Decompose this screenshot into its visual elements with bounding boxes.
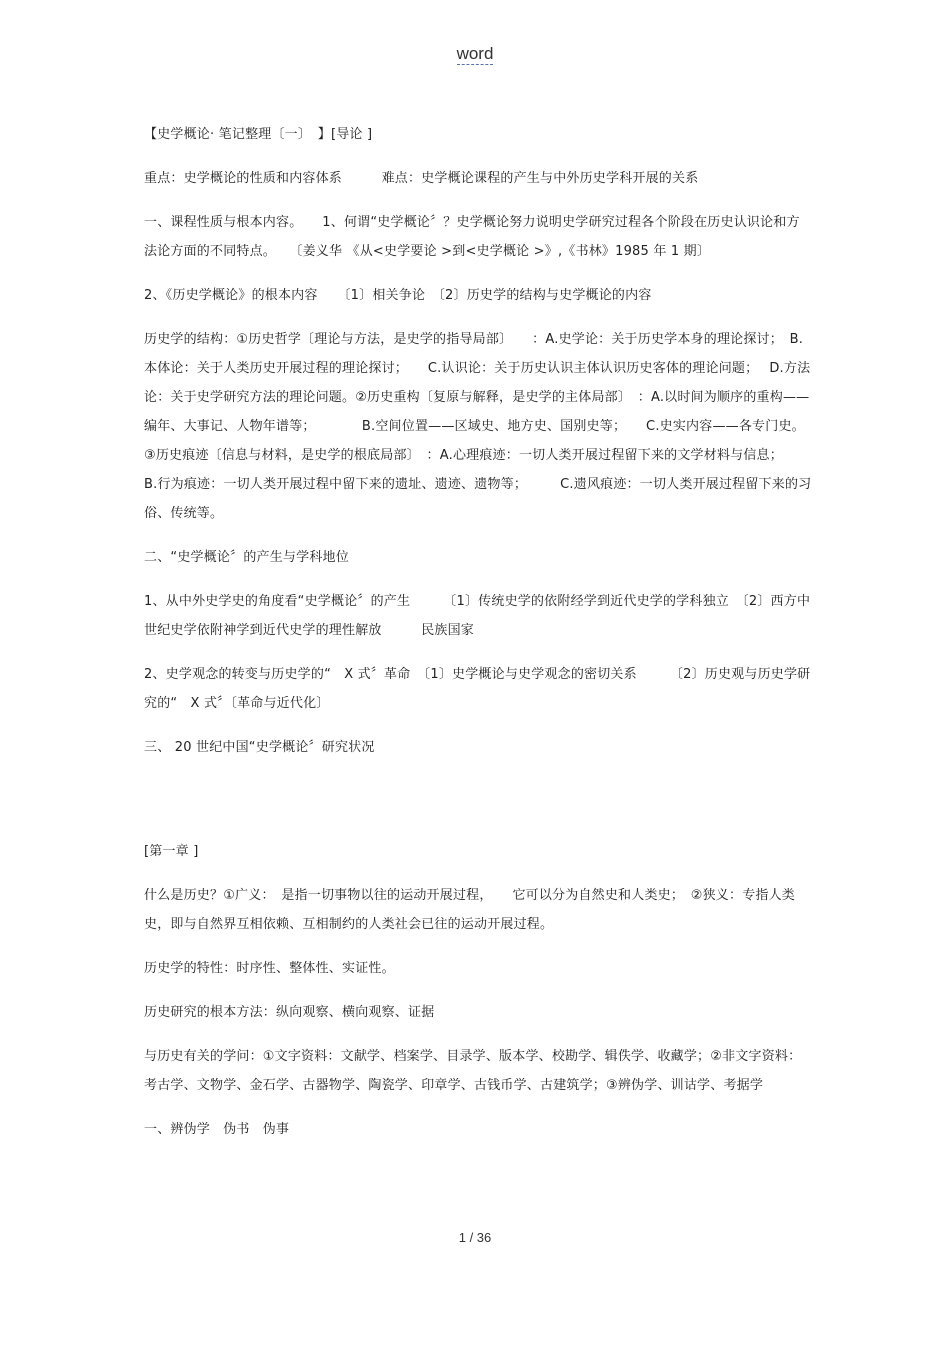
paragraph-section-1: 一、课程性质与根本内容。 1、何谓“史学概论〞？史学概论努力说明史学研究过程各个阶段在历史认识论和方法论方面的不同特点。 〔姜义华 《从<史学要论 >到<史学概论 >》,《书林》1985 年 1 期〕 xyxy=(144,215,800,259)
paragraph-revolution: 2、史学观念的转变与历史学的“ X 式〞革命 〔1〕史学概论与史学观念的密切关系 〔2〕历史观与历史学研究的“ X 式〞〔革命与近代化〕 xyxy=(144,667,811,711)
paragraph-characteristics: 历史学的特性：时序性、整体性、实证性。 xyxy=(144,961,395,976)
paragraph-methods: 历史研究的根本方法：纵向观察、横向观察、证据 xyxy=(144,1005,435,1020)
header-title: word xyxy=(456,44,494,63)
document-body xyxy=(144,120,830,1159)
paragraph-section-3: 三、 20 世纪中国“史学概论〞研究状况 xyxy=(144,740,375,755)
page-footer xyxy=(0,1230,950,1245)
paragraph-authentication: 一、辨伪学 伪书 伪事 xyxy=(144,1122,290,1137)
paragraph-what-is-history: 什么是历史？①广义： 是指一切事物以往的运动开展过程， 它可以分为自然史和人类史； ②狭义：专指人类史，即与自然界互相依赖、互相制约的人类社会已往的运动开展过程。 xyxy=(144,888,796,932)
paragraph-origin: 1、从中外史学史的角度看“史学概论〞的产生 〔1〕传统史学的依附经学到近代史学的学科独立 〔2〕西方中世纪史学依附神学到近代史学的理性解放 民族国家 xyxy=(144,594,811,638)
paragraph-related-fields: 与历史有关的学问：①文字资料：文献学、档案学、目录学、版本学、校勘学、辑佚学、收藏学；②非文字资料：考古学、文物学、金石学、古器物学、陶瓷学、印章学、古钱币学、古建筑学；③辨伪学、训诂学、考据学 xyxy=(144,1049,802,1093)
page-indicator: 1 / 36 xyxy=(458,1230,492,1245)
chapter-heading: [第一章 ] xyxy=(144,844,199,859)
paragraph-key-points: 重点：史学概论的性质和内容体系 难点：史学概论课程的产生与中外历史学科开展的关系 xyxy=(144,171,699,186)
page-header xyxy=(0,44,950,64)
paragraph-section-2: 二、“史学概论〞的产生与学科地位 xyxy=(144,550,349,565)
paragraph-content-2: 2、《历史学概论》的根本内容 〔1〕相关争论 〔2〕历史学的结构与史学概论的内容 xyxy=(144,288,652,303)
paragraph-structure: 历史学的结构：①历史哲学〔理论与方法，是史学的指导局部〕 ：A.史学论：关于历史学本身的理论探讨； B.本体论：关于人类历史开展过程的理论探讨； C.认识论：关于历史认识主体认识历史客体的理论问题； D.方法论：关于史学研究方法的理论问题。②历史重构〔复原与解释，是史学的主体局部〕 ：A.以时间为顺序的重构——编年、大事记、人物年谱等； B.空间位置——区域史、地方史、国别史等； C.史实内容——各专门史。③历史痕迹〔信息与材料，是史学的根底局部〕 ：A.心理痕迹：一切人类开展过程留下来的文学材料与信息； B.行为痕迹：一切人类开展过程中留下来的遗址、遗迹、遗物等； C.遗风痕迹：一切人类开展过程留下来的习俗、传统等。 xyxy=(144,332,830,521)
paragraph-heading: 【史学概论· 笔记整理〔一〕 】[导论 ] xyxy=(144,127,373,142)
spacer xyxy=(144,777,812,837)
